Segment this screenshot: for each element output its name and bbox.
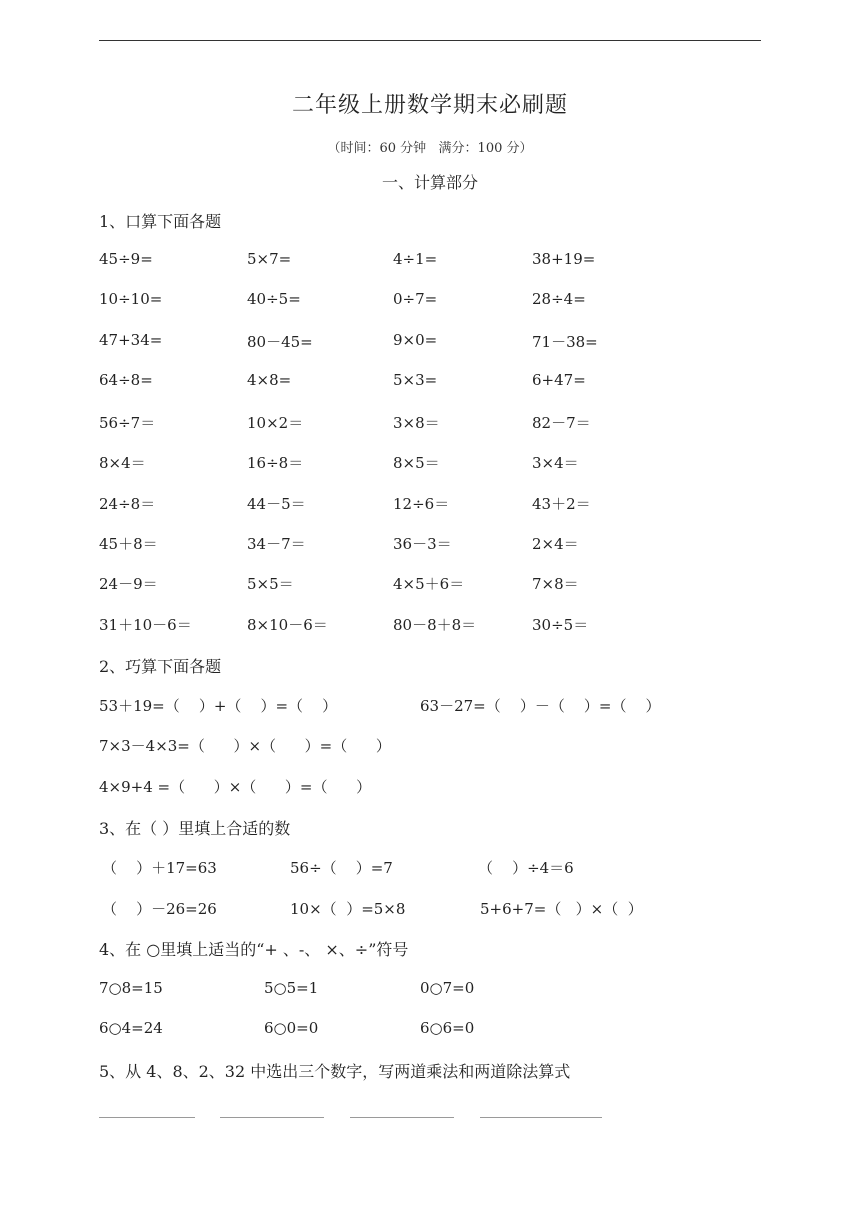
q1-problem: 56÷7＝ [99, 414, 156, 432]
q1-problem: 6+47= [532, 371, 586, 389]
q4-problem: 6○4=24 [99, 1019, 163, 1037]
q1-problem: 0÷7= [393, 290, 438, 308]
q1-problem: 24÷8＝ [99, 495, 156, 513]
q1-problem: 82－7＝ [532, 414, 591, 432]
q2-problem-4: 4×9+4 =（ ）×（ ）=（ ） [99, 778, 372, 796]
q1-problem: 10÷10= [99, 290, 163, 308]
q1-row [0, 533, 860, 557]
q3-problem: （ ）－26=26 [102, 900, 217, 918]
q4-problem: 0○7=0 [420, 979, 475, 997]
q1-problem: 30÷5＝ [532, 616, 589, 634]
q1-problem: 80－45= [247, 333, 313, 351]
q3-problem: 10×（ ）=5×8 [290, 900, 406, 918]
q1-problem: 4÷1= [393, 250, 438, 268]
q4-heading: 4、在 ○里填上适当的“+ 、-、 ×、÷”符号 [99, 940, 409, 959]
q3-problem: 5+6+7=（ ）×（ ） [480, 900, 643, 918]
header-rule [99, 40, 761, 41]
q1-problem: 16÷8＝ [247, 454, 304, 472]
section-title: 一、计算部分 [381, 173, 478, 192]
q1-row [0, 614, 860, 638]
q1-problem: 9×0= [393, 331, 438, 349]
q1-problem: 4×8= [247, 371, 292, 389]
q4-problem: 6○6=0 [420, 1019, 475, 1037]
q1-problem: 44－5＝ [247, 495, 306, 513]
q1-problem: 71－38= [532, 333, 598, 351]
q1-row [0, 290, 860, 314]
q1-row [0, 412, 860, 436]
q1-row [0, 331, 860, 355]
q2-heading: 2、巧算下面各题 [99, 657, 222, 676]
q1-problem: 64÷8= [99, 371, 153, 389]
q1-row [0, 371, 860, 395]
q1-heading: 1、口算下面各题 [99, 212, 222, 231]
q1-problem: 45＋8＝ [99, 535, 158, 553]
q1-problem: 36－3＝ [393, 535, 452, 553]
q1-problem: 3×8＝ [393, 414, 440, 432]
q4-problem: 6○0=0 [264, 1019, 319, 1037]
q2-problem-3: 7×3－4×3=（ ）×（ ）=（ ） [99, 737, 391, 755]
exam-meta: （时间：60 分钟 满分：100 分） [327, 141, 533, 156]
page-title: 二年级上册数学期末必刷题 [291, 93, 568, 118]
q2-problem-1: 53＋19=（ ）+（ ）=（ ） [99, 697, 338, 715]
q1-problem: 10×2＝ [247, 414, 304, 432]
q3-heading: 3、在（ ）里填上合适的数 [99, 819, 291, 838]
q1-problem: 5×7= [247, 250, 292, 268]
q3-problem: （ ）÷4＝6 [478, 859, 574, 877]
q1-problem: 8×5＝ [393, 454, 440, 472]
q4-problem: 5○5=1 [264, 979, 319, 997]
q1-problem: 2×4＝ [532, 535, 579, 553]
q1-row [0, 250, 860, 274]
q1-problem: 28÷4= [532, 290, 586, 308]
q1-problem: 40÷5= [247, 290, 301, 308]
q1-problem: 12÷6＝ [393, 495, 450, 513]
q1-problem: 43＋2＝ [532, 495, 591, 513]
answer-blank-2[interactable] [220, 1117, 324, 1118]
q1-row [0, 452, 860, 476]
q1-problem: 24－9＝ [99, 575, 158, 593]
q1-problem: 8×4＝ [99, 454, 146, 472]
answer-blank-3[interactable] [350, 1117, 454, 1118]
q1-problem: 80－8＋8＝ [393, 616, 477, 634]
q1-problem: 34－7＝ [247, 535, 306, 553]
q1-problem: 45÷9= [99, 250, 153, 268]
q1-problem: 31＋10－6＝ [99, 616, 192, 634]
answer-blank-1[interactable] [99, 1117, 195, 1118]
q1-problem: 3×4＝ [532, 454, 579, 472]
q1-row [0, 493, 860, 517]
q1-problem: 4×5＋6＝ [393, 575, 465, 593]
q1-problem: 5×3= [393, 371, 438, 389]
q2-problem-2: 63－27=（ ）－（ ）=（ ） [420, 697, 661, 715]
q3-problem: 56÷（ ）=7 [290, 859, 393, 877]
q4-problem: 7○8=15 [99, 979, 163, 997]
q1-problem: 5×5＝ [247, 575, 294, 593]
q1-problem: 7×8＝ [532, 575, 579, 593]
q3-problem: （ ）＋17=63 [102, 859, 217, 877]
q1-row [0, 573, 860, 597]
q1-problem: 38+19= [532, 250, 596, 268]
answer-blank-4[interactable] [480, 1117, 602, 1118]
q1-problem: 47+34= [99, 331, 163, 349]
q5-heading: 5、从 4、8、2、32 中选出三个数字，写两道乘法和两道除法算式 [99, 1062, 571, 1081]
q1-problem: 8×10－6＝ [247, 616, 328, 634]
